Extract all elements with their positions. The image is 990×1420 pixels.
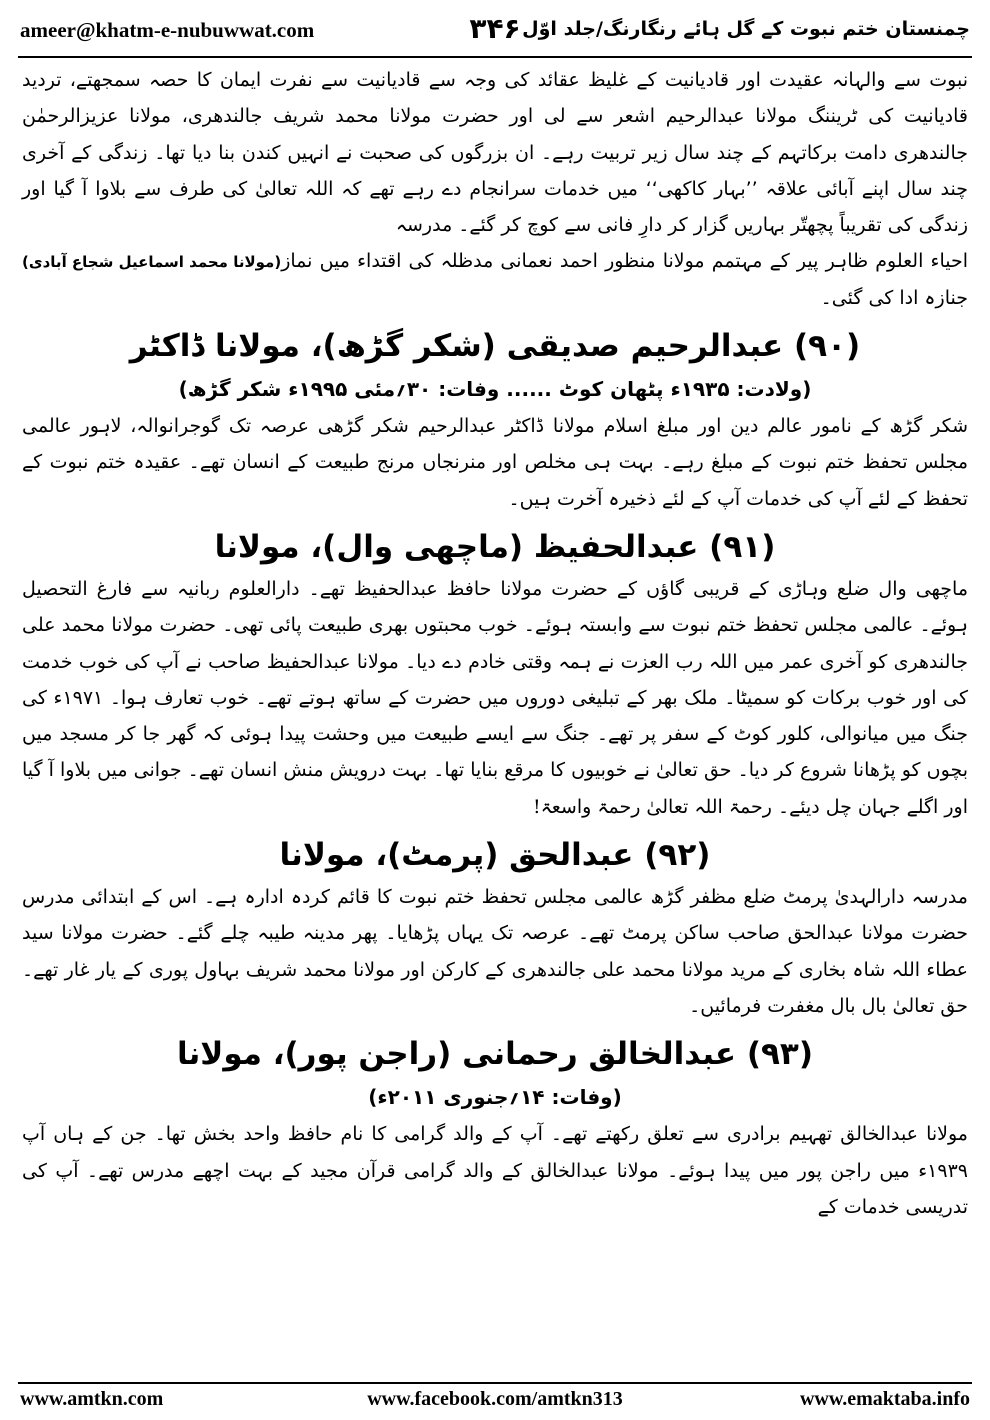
section-92 — [22, 831, 968, 1024]
author-credit: (مولانا محمد اسماعیل شجاع آبادی) — [22, 253, 282, 272]
section-dates: (ولادت: ۱۹۳۵ء پٹھان کوٹ ...... وفات: ۳۰؍مئی ۱۹۹۵ء شکر گڑھ) — [178, 377, 812, 402]
section-90 — [22, 322, 968, 517]
section-heading: (۹۳) عبدالخالق رحمانی (راجن پور)، مولانا — [176, 1036, 814, 1073]
section-dates: (وفات: ۱۴؍جنوری ۲۰۱۱ء) — [368, 1085, 622, 1110]
section-paragraph — [22, 571, 968, 825]
page-footer — [18, 1386, 972, 1416]
footer-link-website[interactable]: www.amtkn.com — [20, 1388, 164, 1410]
footer-link-facebook[interactable]: www.facebook.com/amtkn313 — [367, 1388, 623, 1410]
section-heading: (۹۰) عبدالرحیم صدیقی (شکر گڑھ)، مولانا ڈاکٹر — [129, 328, 861, 365]
prayer-text: رحمۃ اللہ تعالیٰ رحمۃ واسعۃ! — [533, 795, 772, 818]
footer-link-emaktaba[interactable]: www.emaktaba.info — [799, 1388, 970, 1410]
header-email[interactable]: ameer@khatm-e-nubuwwat.com — [20, 18, 315, 42]
intro-paragraph: نبوت سے والہانہ عقیدت اور قادیانیت کے غلیظ عقائد کی وجہ سے قادیانیت سے نفرت ایمان کا حصہ سمجھتے، تردید قادیانیت کی ٹریننگ مولانا عبدالرحیم اشعر سے لی اور حضرت مولانا محمد شریف جالندھری، مولانا عزیزالرحمٰن جالندھری دامت برکاتہم کے چند سال زیر تربیت رہے۔ ان بزرگوں کی صحبت نے انہیں کندن بنا دیا تھا۔ زندگی کے آخری چند سال اپنے آبائی علاقہ ’’بہار کاکھی‘‘ میں خدمات سرانجام دے رہے تھے کہ اللہ تعالیٰ کی طرف سے بلاوا آ گیا اور زندگی کی تقریباً پچھتّر بہاریں گزار کر دارِ فانی سے کوچ کر گئے۔ مدرسہ — [22, 69, 968, 237]
section-heading: (۹۱) عبدالحفیظ (ماچھی وال)، مولانا — [214, 528, 776, 565]
section-91 — [22, 523, 968, 825]
section-paragraph-text: ماچھی وال ضلع وہاڑی کے قریبی گاؤں کے حضرت مولانا حافظ عبدالحفیظ تھے۔ دارالعلوم ربانیہ سے فارغ التحصیل ہوئے۔ عالمی مجلس تحفظ ختم نبوت سے وابستہ ہوئے۔ خوب محبتوں بھری طبیعت پائی تھی۔ حضرت مولانا محمد علی جالندھری کو آخری عمر میں اللہ رب العزت نے ہمہ وقتی خادم دے دیا۔ مولانا عبدالحفیظ صاحب نے آپ کی خوب خدمت کی اور خوب برکات کو سمیٹا۔ ملک بھر کے تبلیغی دوروں میں حضرت کے ساتھ ہوتے تھے۔ خوب تعارف ہوا۔ ۱۹۷۱ء کی جنگ میں میانوالی، کلور کوٹ کے سفر پر تھے۔ جنگ سے ایسے طبیعت میں وحشت پیدا ہوئی کہ گھر جا کر مسجد میں بچوں کو پڑھانا شروع کر دیا۔ حق تعالیٰ نے خوبیوں کا مرقع بنایا تھا۔ بہت درویش منش انسان تھے۔ جوانی میں بلاوا آ گیا اور اگلے جہان چل دیئے۔ — [22, 577, 969, 818]
section-paragraph: مدرسہ دارالہدیٰ پرمٹ ضلع مظفر گڑھ عالمی مجلس تحفظ ختم نبوت کا قائم کردہ ادارہ ہے۔ اس کے ابتدائی مدرس حضرت مولانا عبدالحق صاحب ساکن پرمٹ تھے۔ عرصہ تک یہاں پڑھایا۔ پھر مدینہ طیبہ چلے گئے۔ حضرت مولانا سید عطاء اللہ شاہ بخاری کے مرید مولانا محمد علی جالندھری کے کارکن اور مولانا محمد شریف بہاول پوری کے یار غار تھے۔ حق تعالیٰ بال بال مغفرت فرمائیں۔ — [22, 886, 968, 1017]
footer-divider — [18, 1382, 972, 1384]
intro-last-line: احیاء العلوم ظاہر پیر کے مہتمم مولانا منظور احمد نعمانی مدظلہ کی اقتداء میں نماز جنازہ ادا کی گئی۔ — [281, 250, 968, 309]
page-header — [18, 10, 972, 54]
section-paragraph: شکر گڑھ کے نامور عالم دین اور مبلغ اسلام مولانا ڈاکٹر عبدالرحیم شکر گڑھی عرصہ تک گوجرانوالہ، لاہور عالمی مجلس تحفظ ختم نبوت کے مبلغ رہے۔ بہت ہی مخلص اور منرنجاں مرنج طبیعت کے انسان تھے۔ عقیدہ ختم نبوت کے تحفظ کے لئے آپ کی خدمات آپ کے لئے ذخیرہ آخرت ہیں۔ — [22, 415, 968, 510]
intro-closing-row — [22, 243, 968, 316]
section-93 — [22, 1030, 968, 1225]
section-paragraph: مولانا عبدالخالق تھہیم برادری سے تعلق رکھتے تھے۔ آپ کے والد گرامی کا نام حافظ واحد بخش تھا۔ جن کے ہاں آپ ۱۹۳۹ء میں راجن پور میں پیدا ہوئے۔ مولانا عبدالخالق کے والد گرامی قرآن مجید کے بہت اچھے مدرس تھے۔ آپ کی تدریسی خدمات کے — [22, 1123, 968, 1218]
page-number: ۳۴۶ — [469, 12, 521, 45]
section-heading: (۹۲) عبدالحق (پرمٹ)، مولانا — [279, 837, 711, 874]
header-divider — [18, 56, 972, 58]
page-body — [22, 62, 968, 1225]
book-title: چمنستان ختم نبوت کے گل ہائے رنگارنگ/جلد اوّل — [522, 18, 970, 40]
